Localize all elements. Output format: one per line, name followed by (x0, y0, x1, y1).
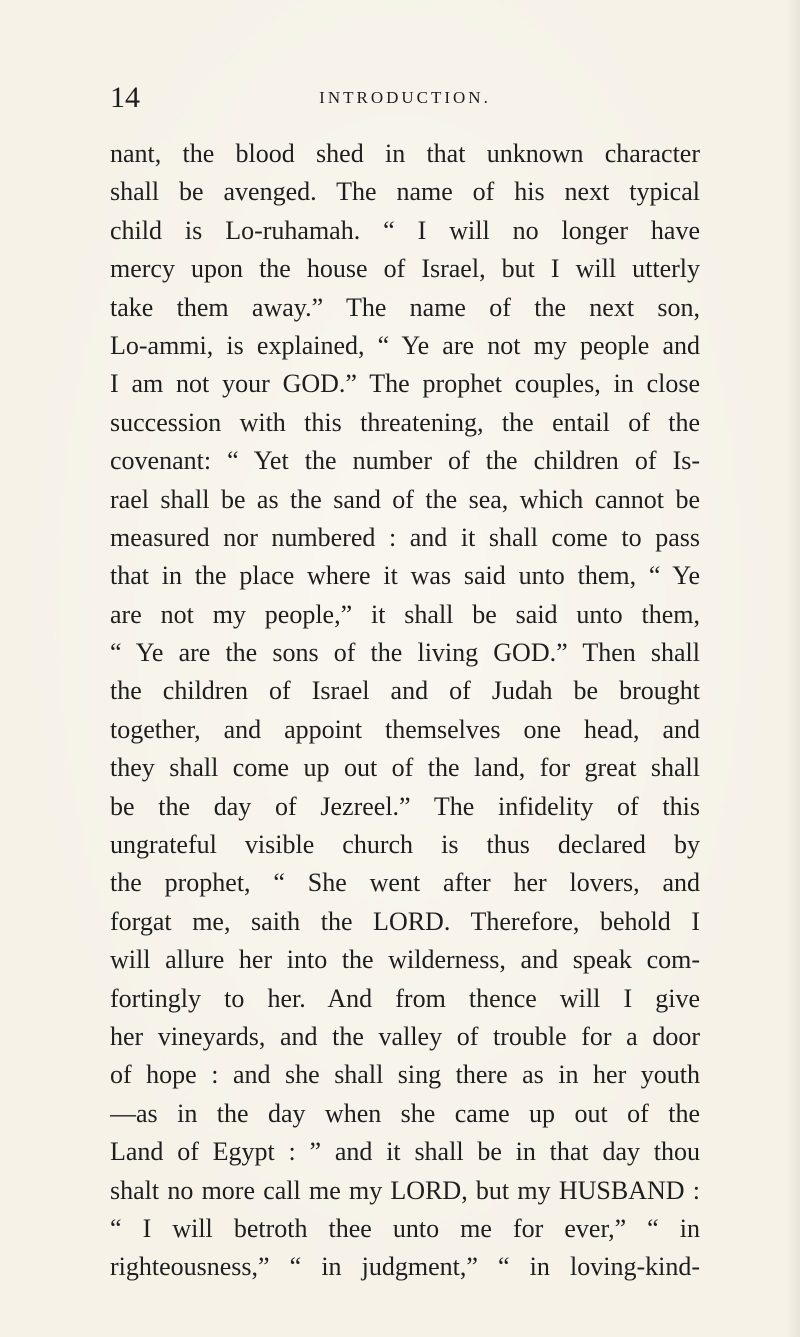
text-line: be the day of Jezreel.” The infidelity of this (110, 791, 700, 821)
body-text (110, 135, 700, 1287)
text-line: —as in the day when she came up out of the (110, 1098, 700, 1128)
text-line: measured nor numbered : and it shall come to pass (110, 522, 700, 552)
text-line: together, and appoint themselves one head, and (110, 714, 700, 744)
text-line: of hope : and she shall sing there as in her youth (110, 1060, 700, 1090)
text-line: her vineyards, and the valley of trouble for a door (110, 1021, 700, 1051)
text-line: covenant: “ Yet the number of the children of Is- (110, 446, 700, 476)
text-line: child is Lo-ruhamah. “ I will no longer have (110, 215, 700, 245)
text-line: take them away.” The name of the next son, (110, 292, 700, 322)
text-line: Land of Egypt : ” and it shall be in that day thou (110, 1137, 700, 1167)
text-line: fortingly to her. And from thence will I give (110, 983, 700, 1013)
text-line: righteousness,” “ in judgment,” “ in loving-kind- (110, 1252, 700, 1282)
text-line: succession with this threatening, the entail of the (110, 407, 700, 437)
text-line: nant, the blood shed in that unknown character (110, 139, 700, 168)
text-line: “ I will betroth thee unto me for ever,” “ in (110, 1213, 700, 1243)
text-line: ungrateful visible church is thus declared by (110, 830, 700, 860)
text-line: are not my people,” it shall be said unto them, (110, 599, 700, 629)
text-line: they shall come up out of the land, for great shall (110, 753, 700, 783)
text-line: “ Ye are the sons of the living GOD.” Then shall (110, 638, 700, 668)
text-line: shalt no more call me my LORD, but my HUSBAND : (110, 1175, 700, 1205)
text-line: I am not your GOD.” The prophet couples, in close (110, 369, 700, 399)
page-number: 14 (110, 81, 140, 114)
text-line: mercy upon the house of Israel, but I will utterly (110, 254, 700, 284)
text-line: forgat me, saith the LORD. Therefore, behold I (110, 906, 700, 936)
text-line: rael shall be as the sand of the sea, which cannot be (110, 484, 700, 514)
text-line: the children of Israel and of Judah be brought (110, 676, 700, 706)
running-head: INTRODUCTION. (319, 88, 491, 107)
text-line: Lo-ammi, is explained, “ Ye are not my people and (110, 330, 700, 360)
page-header (110, 80, 700, 116)
text-line: the prophet, “ She went after her lovers, and (110, 868, 700, 898)
page-edge-shadow (786, 0, 800, 1337)
text-line: shall be avenged. The name of his next typical (110, 177, 700, 207)
text-line: will allure her into the wilderness, and speak com- (110, 945, 700, 975)
text-line: that in the place where it was said unto them, “ Ye (110, 561, 700, 591)
